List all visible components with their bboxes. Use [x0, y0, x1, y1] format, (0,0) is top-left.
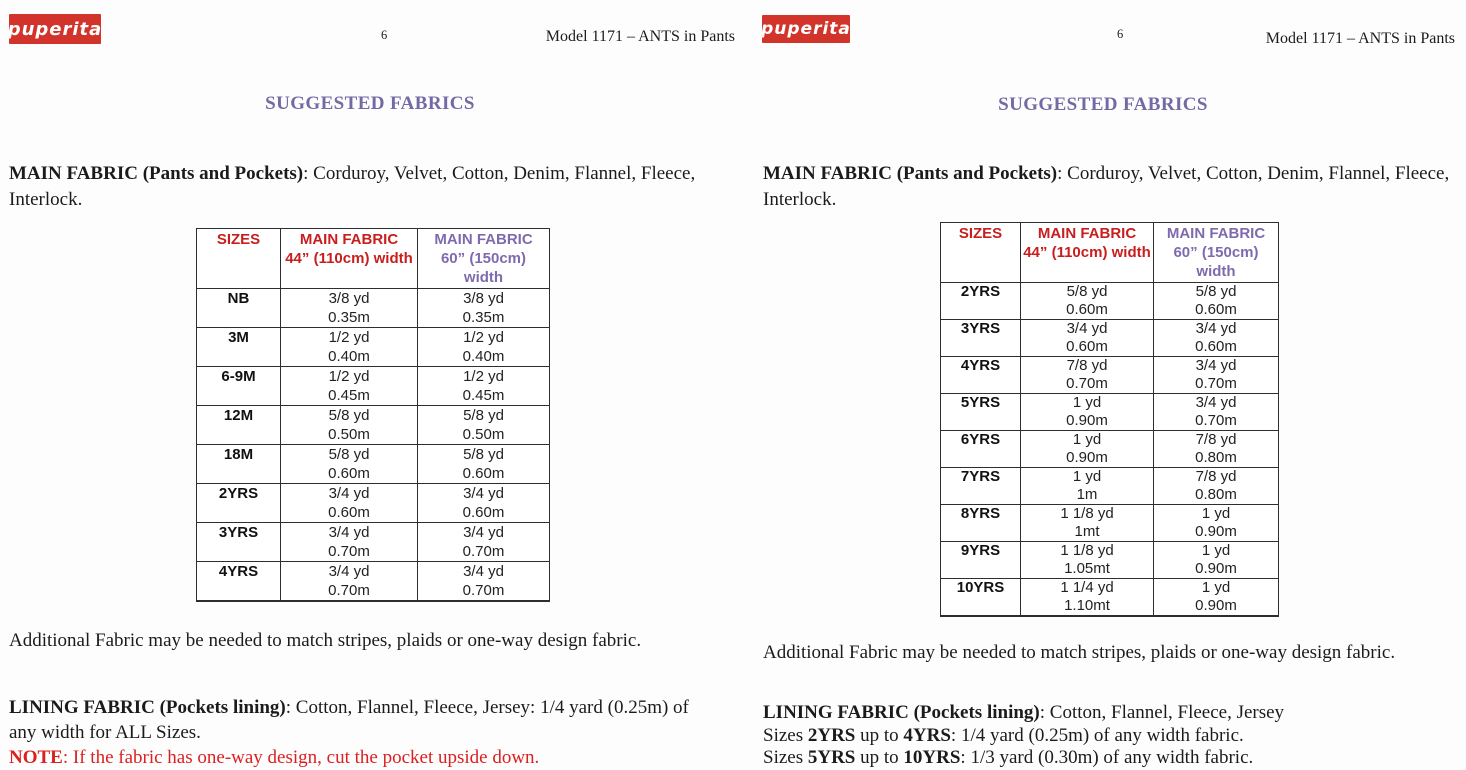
size-cell: 6YRS [941, 431, 1021, 468]
table-row [941, 283, 1279, 320]
yardage-cell: 7/8 yd 0.80m [1154, 468, 1279, 505]
table-header-cell: MAIN FABRIC 60” (150cm) width [1154, 223, 1279, 283]
table-row [941, 505, 1279, 542]
puperita-logo-text: puperita [761, 19, 851, 39]
size-cell: 7YRS [941, 468, 1021, 505]
table-row [197, 289, 550, 328]
yardage-cell: 5/8 yd 0.60m [418, 445, 550, 484]
additional-fabric-note: Additional Fabric may be needed to match stripes, plaids or one-way design fabric. [763, 642, 1396, 663]
yardage-cell: 3/4 yd 0.60m [281, 484, 418, 523]
size-cell: 4YRS [197, 562, 281, 602]
table-row [197, 562, 550, 602]
size-cell: 10YRS [941, 579, 1021, 617]
lining-sizes-large-line [763, 747, 1253, 768]
yardage-cell: 3/8 yd 0.35m [418, 289, 550, 328]
note-text: : If the fabric has one-way design, cut the pocket upside down. [62, 747, 540, 768]
document-page-right [740, 0, 1466, 769]
size-cell: 3YRS [197, 523, 281, 562]
page-number: 6 [1117, 27, 1124, 41]
yardage-cell: 3/4 yd 0.70m [281, 562, 418, 602]
lining-line2-prefix: Sizes [763, 724, 808, 746]
yardage-cell: 3/4 yd 0.70m [1154, 394, 1279, 431]
yardage-cell: 3/4 yd 0.70m [418, 562, 550, 602]
size-cell: 8YRS [941, 505, 1021, 542]
table-row [197, 484, 550, 523]
lining-fabric-text: : Cotton, Flannel, Fleece, Jersey: 1/4 yard (0.25m) of [285, 697, 689, 718]
main-fabric-label: MAIN FABRIC (Pants and Pockets) [9, 163, 304, 184]
yardage-cell: 1 1/8 yd 1.05mt [1021, 542, 1154, 579]
size-cell: 4YRS [941, 357, 1021, 394]
yardage-cell: 1 yd 0.90m [1154, 542, 1279, 579]
puperita-logo [762, 15, 850, 43]
size-cell: 2YRS [197, 484, 281, 523]
table-header-row [941, 223, 1279, 283]
lining-fabric-label: LINING FABRIC (Pockets lining) [763, 702, 1040, 723]
yardage-cell: 3/4 yd 0.70m [1154, 357, 1279, 394]
table-row [197, 328, 550, 367]
lining-fabric-text: : Cotton, Flannel, Fleece, Jersey [1039, 702, 1285, 723]
table-header-cell: MAIN FABRIC 44” (110cm) width [1021, 223, 1154, 283]
table-header-cell: MAIN FABRIC 44” (110cm) width [281, 229, 418, 289]
lining-fabric-text-line2: any width for ALL Sizes. [9, 722, 201, 743]
size-cell: NB [197, 289, 281, 328]
size-cell: 6-9M [197, 367, 281, 406]
size-cell: 18M [197, 445, 281, 484]
yardage-cell: 3/4 yd 0.60m [418, 484, 550, 523]
lining-line2-text: : 1/4 yard (0.25m) of any width fabric. [950, 724, 1244, 746]
main-fabric-text-line2: Interlock. [9, 189, 83, 210]
yardage-cell: 1 yd 0.90m [1021, 394, 1154, 431]
fabric-yardage-table-kid-sizes [940, 222, 1279, 617]
size-cell: 2YRS [941, 283, 1021, 320]
table-row [941, 320, 1279, 357]
main-fabric-text: : Corduroy, Velvet, Cotton, Denim, Flannel, Fleece, [303, 163, 696, 184]
table-row [941, 431, 1279, 468]
main-fabric-text: : Corduroy, Velvet, Cotton, Denim, Flannel, Fleece, [1057, 163, 1450, 184]
document-title: Model 1171 – ANTS in Pants [1265, 30, 1455, 47]
lining-line3-size-start: 5YRS [807, 747, 856, 768]
yardage-cell: 1 yd 1m [1021, 468, 1154, 505]
size-cell: 9YRS [941, 542, 1021, 579]
size-cell: 3M [197, 328, 281, 367]
table-row [941, 394, 1279, 431]
lining-line3-size-end: 10YRS [903, 747, 961, 768]
yardage-cell: 3/4 yd 0.60m [1021, 320, 1154, 357]
table-row [941, 579, 1279, 617]
yardage-cell: 1/2 yd 0.45m [281, 367, 418, 406]
lining-line3-mid: up to [855, 747, 904, 768]
table-row [941, 542, 1279, 579]
yardage-cell: 5/8 yd 0.60m [1154, 283, 1279, 320]
lining-line2-mid: up to [855, 724, 904, 746]
yardage-cell: 3/4 yd 0.70m [281, 523, 418, 562]
suggested-fabrics-heading: SUGGESTED FABRICS [998, 94, 1208, 115]
yardage-cell: 3/8 yd 0.35m [281, 289, 418, 328]
table-row [197, 406, 550, 445]
lining-line2-size-start: 2YRS [807, 724, 856, 746]
yardage-cell: 1/2 yd 0.40m [281, 328, 418, 367]
yardage-cell: 1/2 yd 0.40m [418, 328, 550, 367]
lining-line3-prefix: Sizes [763, 747, 808, 768]
main-fabric-paragraph [763, 161, 1463, 213]
table-header-cell: SIZES [941, 223, 1021, 283]
yardage-cell: 5/8 yd 0.50m [418, 406, 550, 445]
table-header-cell: SIZES [197, 229, 281, 289]
main-fabric-paragraph [9, 161, 737, 213]
table-header-row [197, 229, 550, 289]
yardage-cell: 5/8 yd 0.50m [281, 406, 418, 445]
lining-fabric-paragraph [763, 702, 1465, 770]
table-row [197, 367, 550, 406]
fabric-yardage-table-baby-sizes [196, 228, 550, 602]
lining-sizes-small-line [763, 725, 1244, 746]
page-number: 6 [381, 28, 388, 42]
size-cell: 12M [197, 406, 281, 445]
yardage-cell: 5/8 yd 0.60m [281, 445, 418, 484]
lining-line2-size-end: 4YRS [903, 724, 951, 746]
puperita-logo-text: puperita [7, 18, 103, 40]
table-row [197, 523, 550, 562]
one-way-design-note [9, 747, 539, 768]
lining-fabric-paragraph [9, 695, 737, 770]
main-fabric-text-line2: Interlock. [763, 189, 837, 210]
yardage-cell: 1 1/8 yd 1mt [1021, 505, 1154, 542]
yardage-cell: 1/2 yd 0.45m [418, 367, 550, 406]
lining-fabric-label: LINING FABRIC (Pockets lining) [9, 697, 286, 718]
lining-line3-text: : 1/3 yard (0.30m) of any width fabric. [960, 747, 1254, 768]
yardage-cell: 7/8 yd 0.70m [1021, 357, 1154, 394]
table-header-cell: MAIN FABRIC 60” (150cm) width [418, 229, 550, 289]
yardage-cell: 5/8 yd 0.60m [1021, 283, 1154, 320]
table-row [941, 357, 1279, 394]
additional-fabric-note: Additional Fabric may be needed to match stripes, plaids or one-way design fabric. [9, 630, 642, 651]
yardage-cell: 1 1/4 yd 1.10mt [1021, 579, 1154, 617]
table-row [941, 468, 1279, 505]
suggested-fabrics-heading: SUGGESTED FABRICS [265, 93, 475, 114]
note-label: NOTE [9, 747, 63, 768]
puperita-logo [9, 14, 101, 44]
table-row [197, 445, 550, 484]
size-cell: 5YRS [941, 394, 1021, 431]
yardage-cell: 1 yd 0.90m [1021, 431, 1154, 468]
main-fabric-label: MAIN FABRIC (Pants and Pockets) [763, 163, 1058, 184]
yardage-cell: 1 yd 0.90m [1154, 505, 1279, 542]
yardage-cell: 3/4 yd 0.60m [1154, 320, 1279, 357]
yardage-cell: 7/8 yd 0.80m [1154, 431, 1279, 468]
document-title: Model 1171 – ANTS in Pants [545, 28, 735, 45]
yardage-cell: 1 yd 0.90m [1154, 579, 1279, 617]
size-cell: 3YRS [941, 320, 1021, 357]
yardage-cell: 3/4 yd 0.70m [418, 523, 550, 562]
